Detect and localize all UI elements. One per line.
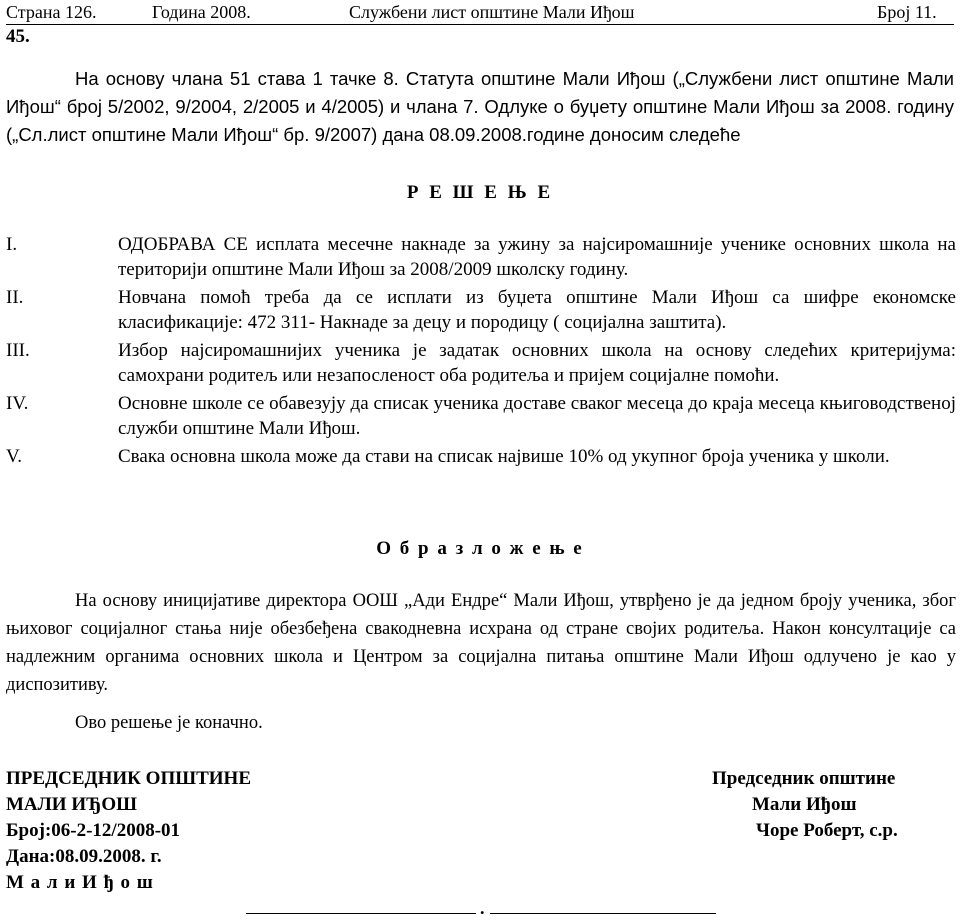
signature-block-left [6,766,251,896]
decision-items [6,232,956,472]
decision-item [6,338,956,388]
document-number: 45. [6,26,30,47]
item-text: Новчана помоћ треба да се исплати из буџета општине Мали Иђош са шифре економске класификације: 472 311- Накнаде за децу и породицу ( социјална заштита). [118,287,956,333]
item-number: II. [6,287,24,308]
signature-left-title: ПРЕДСЕДНИК ОПШТИНЕ [6,768,252,789]
item-text: Основне школе се обавезују да списак ученика доставе сваког месеца до краја месеца књиговодственој служби општине Мали Иђош. [118,393,956,439]
separator-line-right [490,913,716,914]
item-number: V. [6,446,23,467]
separator-dot: . [480,898,485,918]
intro-paragraph: На основу члана 51 става 1 тачке 8. Статута општине Мали Иђош („Службени лист општине Мали Иђош“ број 5/2002, 9/2004, 2/2005 и 4/2005) и члана 7. Одлуке о буџету општине Мали Иђош за 2008. годину („Сл.лист општине Мали Иђош“ бр. 9/2007) дана 08.09.2008.године доносим следеће [6,68,954,145]
item-number: III. [6,340,30,361]
separator-line-left [246,913,476,914]
signature-right-municipality: Мали Иђош [752,794,857,815]
signature-left-place: М а л и И ђ о ш [6,872,154,893]
final-note: Ово решење је коначно. [75,713,263,733]
section-separator [246,898,716,916]
decision-item [6,232,956,282]
item-number: I. [6,234,18,255]
explanation-title: О б р а з л о ж е њ е [376,538,584,559]
item-text: Избор најсиромашнијих ученика је задатак основних школа на основу следећих критеријума: самохрани родитељ или незапосленост оба родитеља и пријем социјалне помоћи. [118,340,956,386]
signature-left-municipality: МАЛИ ИЂОШ [6,794,137,815]
decision-item [6,391,956,441]
signature-block-right [712,766,898,844]
header-issue-number: Број 11. [877,2,937,22]
header-year: Година 2008. [152,2,251,22]
signature-right-title: Председник општине [712,768,896,789]
item-number: IV. [6,393,29,414]
item-text: Свака основна школа може да стави на списак највише 10% од укупног броја ученика у школи. [118,446,890,467]
signature-left-date: Дана:08.09.2008. г. [6,846,162,867]
item-text: ОДОБРАВА СЕ исплата месечне накнаде за ужину за најсиромашније ученике основних школа на територији општине Мали Иђош за 2008/2009 школску годину. [118,234,956,280]
explanation-paragraph: На основу иницијативе директора ООШ „Ади Ендре“ Мали Иђош, утврђено је да једном броју ученика, због њиховог социјалног стања није обезбеђена свакодневна исхрана од стране својих родитеља. Након консултације са надлежним органима основних школа и Центром за социјална питања општине Мали Иђош одлучено је као у диспозитиву. [6,591,956,695]
decision-item [6,285,956,335]
header-page-number: Страна 126. [6,2,97,22]
signature-right-name: Чоре Роберт, с.р. [756,820,898,841]
signature-left-reference-number: Број:06-2-12/2008-01 [6,820,181,841]
gazette-header [6,2,954,25]
header-gazette-title: Службени лист општине Мали Иђош [349,2,635,22]
decision-item [6,444,956,469]
decision-title: Р Е Ш Е Њ Е [406,182,554,203]
